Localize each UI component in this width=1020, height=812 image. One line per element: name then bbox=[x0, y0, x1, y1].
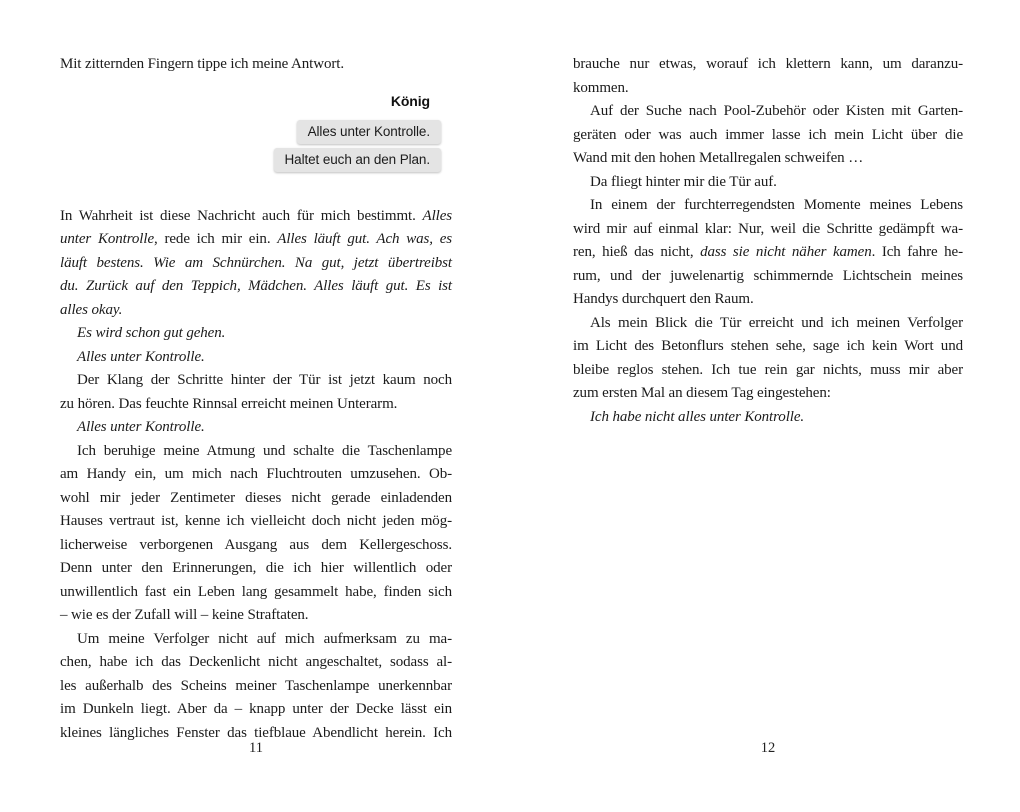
text-line bbox=[573, 124, 963, 148]
emphasized-text: läuft bestens. Wie am Schnürchen. Na gut, jetzt übertreibst bbox=[60, 254, 452, 271]
text-line bbox=[60, 698, 452, 722]
text-line bbox=[573, 406, 963, 430]
text-line bbox=[60, 604, 452, 628]
text-line bbox=[60, 463, 452, 487]
page-left bbox=[60, 53, 452, 745]
body-text: brauche nur etwas, worauf ich klettern kann, um daranzu- bbox=[573, 56, 963, 72]
text-line bbox=[60, 228, 452, 252]
text-line bbox=[60, 581, 452, 605]
emphasized-text: Alles unter Kontrolle. bbox=[77, 419, 205, 435]
text-line bbox=[60, 346, 452, 370]
text-line bbox=[60, 393, 452, 417]
body-text: Auf der Suche nach Pool-Zubehör oder Kisten mit Garten- bbox=[590, 103, 963, 119]
body-text: kommen. bbox=[573, 79, 629, 96]
body-text: Da fliegt hinter mir die Tür auf. bbox=[590, 173, 777, 190]
body-text: In einem der furchterregendsten Momente meines Lebens bbox=[590, 197, 963, 213]
body-text: Als mein Blick die Tür erreicht und ich meinen Verfolger bbox=[590, 314, 963, 331]
chat-bubble-row bbox=[60, 148, 441, 172]
text-line bbox=[60, 675, 452, 699]
emphasized-text: Alles unter Kontrolle. bbox=[77, 348, 205, 365]
body-text: Hauses vertraut ist, kenne ich vielleicht doch nicht jeden mög- bbox=[60, 513, 452, 529]
text-line bbox=[60, 534, 452, 558]
body-text: bleibe reglos stehen. Ich tue rein gar nichts, muss mir aber bbox=[573, 361, 963, 378]
body-text: ren, hieß das nicht, bbox=[573, 244, 701, 260]
text-line bbox=[573, 53, 963, 77]
text-line bbox=[573, 218, 963, 242]
text-line bbox=[573, 100, 963, 124]
text-line bbox=[573, 147, 963, 171]
text-line bbox=[60, 487, 452, 511]
text-line bbox=[573, 359, 963, 383]
body-text: Der Klang der Schritte hinter der Tür ist jetzt kaum noch bbox=[77, 372, 452, 388]
body-text: chen, habe ich das Deckenlicht nicht angeschaltet, sodass al- bbox=[60, 654, 452, 670]
text-line bbox=[60, 322, 452, 346]
body-text: Denn unter den Erinnerungen, die ich hier willentlich oder bbox=[60, 560, 452, 576]
text-line bbox=[573, 241, 963, 265]
text-line bbox=[60, 557, 452, 581]
body-text: im Licht des Betonflurs stehen sehe, sage ich kein Wort und bbox=[573, 338, 963, 354]
text-line bbox=[60, 299, 452, 323]
text-line bbox=[60, 369, 452, 393]
emphasized-text: du. Zurück auf den Teppich, Mädchen. Alles läuft gut. Es ist bbox=[60, 278, 452, 294]
text-line bbox=[60, 628, 452, 652]
emphasized-text: alles okay. bbox=[60, 301, 123, 318]
text-line bbox=[573, 77, 963, 101]
body-text: Ich beruhige meine Atmung und schalte die Taschenlampe bbox=[77, 442, 452, 459]
chat-sender: König bbox=[390, 92, 430, 109]
text-line bbox=[60, 205, 452, 229]
page-right bbox=[573, 53, 963, 429]
text-line bbox=[60, 651, 452, 675]
body-text: In Wahrheit ist diese Nachricht auch für mich bestimmt. bbox=[60, 207, 423, 224]
body-text: . Ich fahre he- bbox=[871, 244, 963, 260]
page-number-right: 12 bbox=[760, 740, 776, 756]
text-line bbox=[573, 382, 963, 406]
emphasized-text: Ich habe nicht alles unter Kontrolle. bbox=[590, 408, 805, 425]
body-text: , rede ich mir ein. bbox=[154, 231, 278, 247]
text-line bbox=[573, 335, 963, 359]
chat-bubble: Alles unter Kontrolle. bbox=[297, 120, 441, 144]
text-line bbox=[573, 288, 963, 312]
body-text: les außerhalb des Scheins meiner Taschenlampe unerkennbar bbox=[60, 677, 452, 694]
text-line bbox=[60, 252, 452, 276]
body-text: wird mir auf einmal klar: Nur, weil die Schritte gedämpft wa- bbox=[573, 220, 963, 237]
body-text: wohl mir jeder Zentimeter dieses nicht gerade einladenden bbox=[60, 489, 452, 506]
body-text: Wand mit den hohen Metallregalen schweifen … bbox=[573, 150, 864, 166]
emphasized-text: unter Kontrolle bbox=[60, 231, 155, 247]
body-text: zu hören. Das feuchte Rinnsal erreicht meinen Unterarm. bbox=[60, 395, 398, 412]
body-text: am Handy ein, um mich nach Fluchtrouten umzusehen. Ob- bbox=[60, 466, 452, 482]
body-text: rum, und der juwelenartig schimmernde Lichtschein meines bbox=[573, 267, 963, 284]
body-text: geräten oder was auch immer lasse ich mein Licht über die bbox=[573, 126, 963, 143]
emphasized-text: Alles läuft gut. Ach was, es bbox=[277, 231, 453, 247]
emphasized-text: Es wird schon gut gehen. bbox=[77, 325, 226, 341]
text-line bbox=[573, 171, 963, 195]
text-line bbox=[573, 265, 963, 289]
text-line bbox=[60, 510, 452, 534]
text-line bbox=[60, 53, 452, 77]
body-text: Um meine Verfolger nicht auf mich aufmerksam zu ma- bbox=[77, 630, 452, 647]
text-line bbox=[60, 440, 452, 464]
body-text: Mit zitternden Fingern tippe ich meine Antwort. bbox=[60, 56, 344, 72]
text-line bbox=[60, 416, 452, 440]
body-text: im Dunkeln liegt. Aber da – knapp unter der Decke lässt ein bbox=[60, 701, 452, 717]
chat-block bbox=[60, 91, 441, 172]
body-text: unwillentlich fast ein Leben lang gesammelt habe, finden sich bbox=[60, 583, 452, 600]
body-text: – wie es der Zufall will – keine Straftaten. bbox=[60, 607, 309, 623]
body-text: licherweise verborgenen Ausgang aus dem Kellergeschoss. bbox=[60, 536, 452, 553]
chat-bubble-row bbox=[60, 120, 441, 144]
text-line bbox=[573, 312, 963, 336]
text-line bbox=[60, 275, 452, 299]
chat-bubble: Haltet euch an den Plan. bbox=[274, 148, 441, 172]
emphasized-text: dass sie nicht näher kamen bbox=[700, 244, 872, 260]
emphasized-text: Alles bbox=[422, 207, 452, 224]
body-text: kleines längliches Fenster das tiefblaue Abendlicht herein. Ich bbox=[60, 724, 452, 741]
page-number-left: 11 bbox=[249, 740, 263, 756]
body-text: Handys durchquert den Raum. bbox=[573, 291, 754, 307]
body-text: zum ersten Mal an diesem Tag eingestehen: bbox=[573, 385, 831, 401]
text-line bbox=[573, 194, 963, 218]
